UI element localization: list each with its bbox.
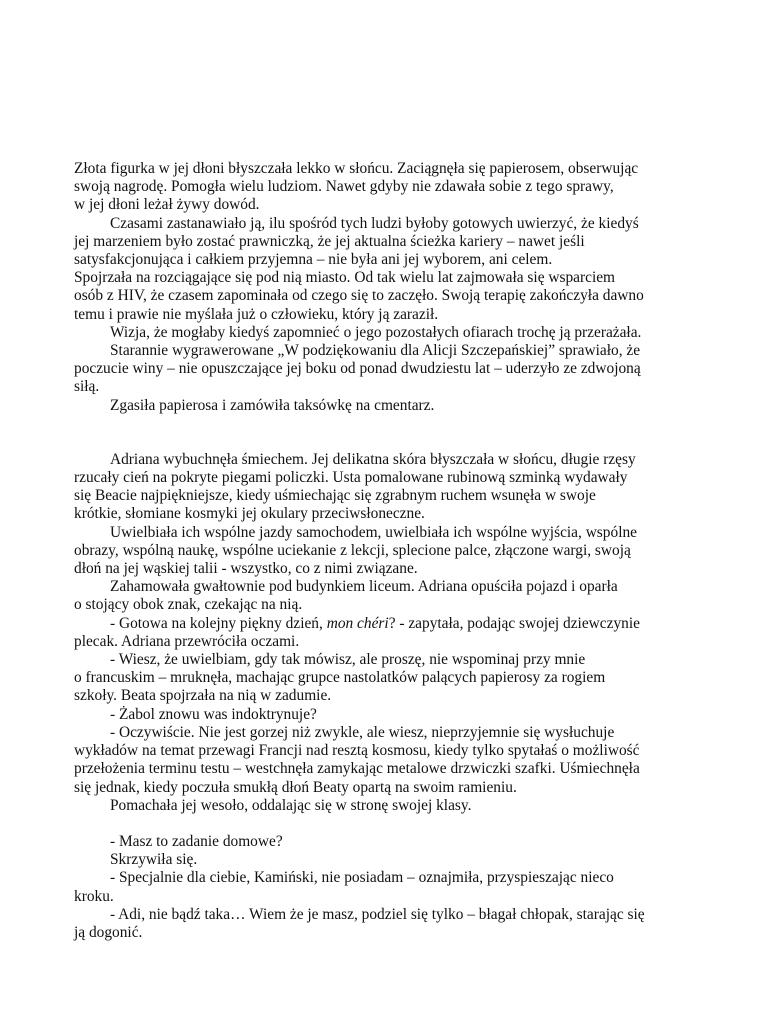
section-gap [74,415,704,451]
section-3 [74,833,704,942]
text-line: Wizja, że mogłaby kiedyś zapomnieć o jego pozostałych ofiarach trochę ją przerażała. [110,323,642,341]
text-line: - Specjalnie dla ciebie, Kamiński, nie posiadam – oznajmiła, przyspieszając nieco [110,869,614,887]
text-run: ? - zapytała, podając swojej dziewczynie [388,614,640,632]
document-page [74,160,704,942]
text-line: - Oczywiście. Nie jest gorzej niż zwykle, ale wiesz, nieprzyjemnie się wysłuchuje [110,723,615,741]
text-line: ją dogonić. [74,923,143,941]
section-2 [74,451,704,815]
text-line: o francuskim – mruknęła, machając grupce nastolatków palących papierosy za rogiem [74,669,606,687]
text-line: się jednak, kiedy poczuła smukłą dłoń Beaty opartą na swoim ramieniu. [74,778,517,796]
text-line: w jej dłoni leżał żywy dowód. [74,196,260,214]
text-line: jej marzeniem było zostać prawniczką, że jej aktualna ścieżka kariery – nawet jeśli [74,232,585,250]
text-line: się Beacie najpiękniejsze, kiedy uśmiechając się zgrabnym ruchem wsunęła w swoje [74,487,596,505]
text-line: satysfakcjonująca i całkiem przyjemna – nie była ani jej wyborem, ani celem. [74,251,553,269]
text-line: siłą. [74,378,100,396]
text-line: poczucie winy – nie opuszczające jej boku od ponad dwudziestu lat – uderzyło ze zdwojoną [74,360,641,378]
text-line: Starannie wygrawerowane „W podziękowaniu dla Alicji Szczepańskiej” sprawiało, że [110,342,641,360]
text-line: - Wiesz, że uwielbiam, gdy tak mówisz, ale proszę, nie wspominaj przy mnie [110,651,586,669]
text-line: osób z HIV, że czasem zapominała od czego się to zaczęło. Swoją terapię zakończyła dawno [74,287,644,305]
italic-phrase: mon chéri [326,614,389,632]
text-line: - Adi, nie bądź taka… Wiem że je masz, podziel się tylko – błagał chłopak, starając się [110,905,645,923]
text-line: - Masz to zadanie domowe? [110,832,283,850]
text-line: obrazy, wspólną naukę, wspólne uciekanie z lekcji, splecione palce, złączone wargi, swoją [74,541,631,559]
text-line: krótkie, słomiane kosmyki jej okulary przeciwsłoneczne. [74,505,425,523]
text-line: - Żabol znowu was indoktrynuje? [110,705,317,723]
text-line: temu i prawie nie myślała już o człowieku, który ją zaraził. [74,305,439,323]
section-gap [74,815,704,833]
text-line: o stojący obok znak, czekając na nią. [74,596,303,614]
text-line: plecak. Adriana przewróciła oczami. [74,632,300,650]
text-line: Zgasiła papierosa i zamówiła taksówkę na cmentarz. [110,396,435,414]
text-line: Czasami zastanawiało ją, ilu spośród tych ludzi byłoby gotowych uwierzyć, że kiedyś [110,214,639,232]
text-run: - Gotowa na kolejny piękny dzień, [110,614,327,632]
text-line: dłoń na jej wąskiej talii - wszystko, co z nimi związane. [74,560,418,578]
text-line: szkoły. Beata spojrzała na nią w zadumie. [74,687,332,705]
text-line: Pomachała jej wesoło, oddalając się w stronę swojej klasy. [110,796,472,814]
text-line [74,615,704,633]
text-line: przełożenia terminu testu – westchnęła zamykając metalowe drzwiczki szafki. Uśmiechnęła [74,760,640,778]
text-line: Adriana wybuchnęła śmiechem. Jej delikatna skóra błyszczała w słońcu, długie rzęsy [110,450,636,468]
text-line: kroku. [74,887,114,905]
text-line: Uwielbiała ich wspólne jazdy samochodem, uwielbiała ich wspólne wyjścia, wspólne [110,523,637,541]
text-line: Zahamowała gwałtownie pod budynkiem liceum. Adriana opuściła pojazd i oparła [110,578,618,596]
text-line: Złota figurka w jej dłoni błyszczała lekko w słońcu. Zaciągnęła się papierosem, obserwując [74,160,639,177]
text-line: rzucały cień na pokryte piegami policzki. Usta pomalowane rubinową szminką wydawały [74,469,628,487]
section-1 [74,160,704,415]
text-line: wykładów na temat przewagi Francji nad resztą kosmosu, kiedy tylko spytałaś o możliwość [74,742,640,760]
text-line: Skrzywiła się. [110,851,198,869]
text-line: swoją nagrodę. Pomogła wielu ludziom. Nawet gdyby nie zdawała sobie z tego sprawy, [74,178,614,196]
text-line: Spojrzała na rozciągające się pod nią miasto. Od tak wielu lat zajmowała się wsparciem [74,269,616,287]
